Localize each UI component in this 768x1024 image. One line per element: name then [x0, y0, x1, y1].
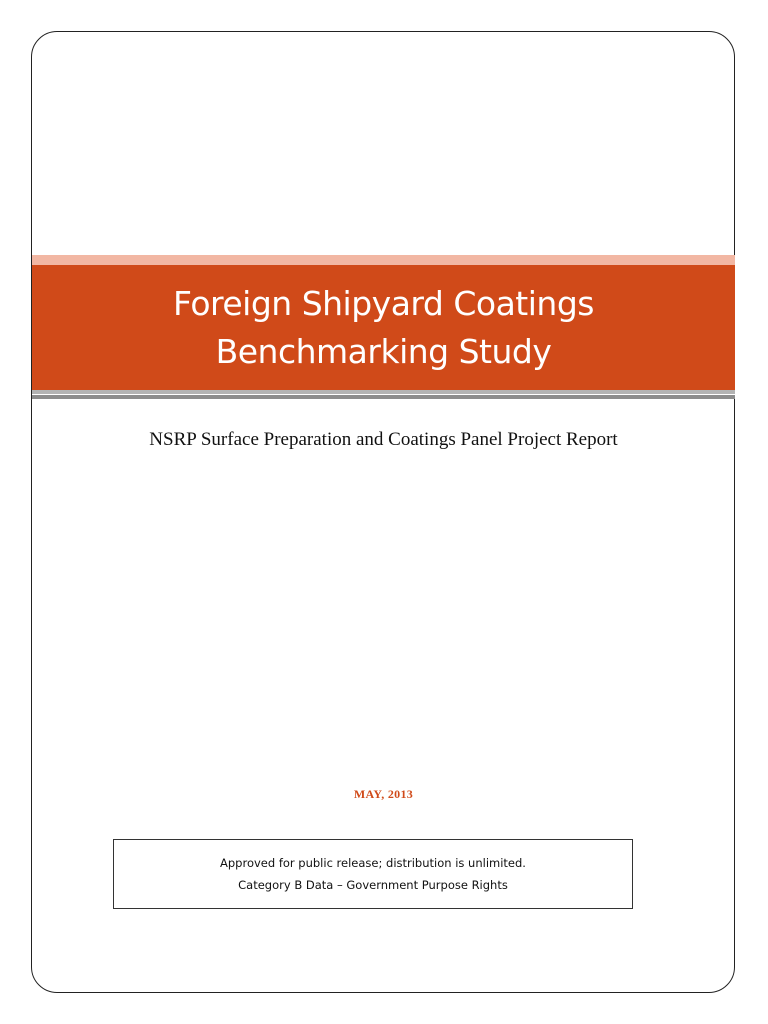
title-banner: [32, 265, 735, 390]
title-line-2: Benchmarking Study: [215, 331, 552, 371]
distribution-statement: Approved for public release; distribution is unlimited.: [220, 856, 526, 870]
banner-bottom-stripe: [32, 390, 735, 399]
distribution-notice-box: [113, 839, 633, 909]
report-date: MAY, 2013: [353, 787, 414, 801]
banner-top-stripe: [32, 255, 735, 265]
title-line-1: Foreign Shipyard Coatings: [173, 283, 594, 323]
data-rights-statement: Category B Data – Government Purpose Rights: [238, 878, 508, 892]
report-subtitle: NSRP Surface Preparation and Coatings Panel Project Report: [149, 429, 618, 450]
